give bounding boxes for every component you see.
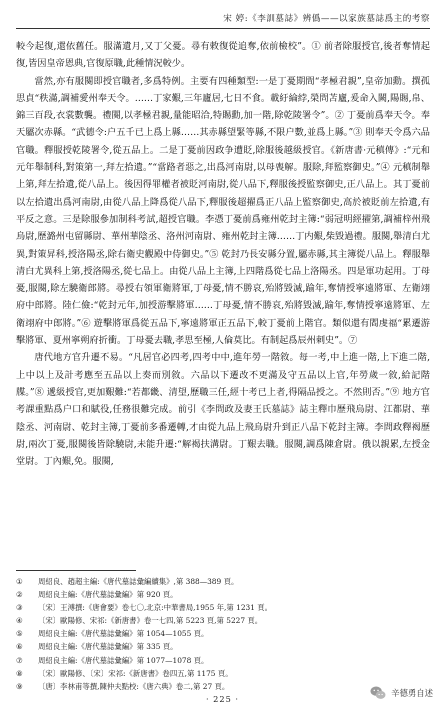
footnote-number: ⑧ — [16, 668, 23, 678]
footnote-number: ⑤ — [16, 629, 23, 639]
footnote — [16, 627, 430, 640]
header-rule — [16, 28, 430, 29]
footnote-number: ⑨ — [16, 681, 23, 691]
footnote — [16, 654, 430, 667]
footnote-number: ⑦ — [16, 655, 23, 665]
footnote-text: 周紹良主編:《唐代墓誌彙編》第 335 頁。 — [38, 642, 178, 652]
paragraph: 當然,亦有服闋即授官職者,多爲特例。主要有四種類型:一是丁憂期間“孝極君親”,皇帝加勳。撰孤思貞“秩滿,調補愛州奉天令。……丁家艱,三年廬居,七日不食。載紆綸綍,榮問苫廬,爰命入闕,陽賜,帛、錦三百段,衣裳數襲。禮闋,以孝極君親,量能昭洽,特賜勳,加一階,除乾陵署令”。② 丁憂前爲奉天令。奉天屬次赤縣。“武德令:户五千已上爲上縣……其赤縣望緊等縣,不限户數,並爲上縣。”③ 則奉天令爲六品官職。釋服授乾陵署令,從五品上。二是丁憂前因政争遭貶,除服後越級授官。《新唐書·元稹傳》:“元和元年舉制科,對策第一,拜左拾遺。”“當路者惡之,出爲河南尉,以母喪解。服除,拜監察御史。”④ 元稹制舉上第,拜左拾遺,從八品上。後因得罪權者被貶河南尉,從八品下,釋服後授監察御史,正八品上。其丁憂前以左拾遺出爲河南尉,由從八品上降爲從八品下,釋服後超擢爲正八品上監察御史,高於被貶前左拾遺,有平反之意。三是除服參加制科考試,超授官職。李憑丁憂前爲雍州乾封主簿:“弱冠明經擢第,調補梓州飛烏尉,歷潞州屯留縣尉、華州華陰丞、洛州河南尉、雍州乾封主簿……丁内艱,柴毀過禮。服闋,舉清白尤異,對策昇科,授洛陽丞,除右衛史觀殿中侍御史。”⑤ 乾封乃長安縣分置,屬赤縣,其主簿從八品上。釋服舉清白尤異科上第,授洛陽丞,從七品上。由從八品上主簿,上四階爲從七品上洛陽丞。四是軍功起用。丁母憂,服闋,除左驍衛郎將。尋授右領軍衛將軍,丁母憂,情不勝哀,殆將毀滅,踰年,奪情授寧遠將軍、左衛翊府中郎將。陸仁儉:“乾封元年,加授游擊將軍……丁母憂,情不勝哀,殆將毀滅,踰年,奪情授寧遠將軍、左衛翊府中郎將。”⑥ 遊擊將軍爲從五品下,寧遠將軍正五品下,較丁憂前上階官。類似還有閻虔福“累遷游擊將軍、夏州寧朔府折衝。丁母憂去職,孝思至極,人倫莫比。有制起爲辰州刺史”。⑦ — [16, 75, 430, 347]
watermark-text: 辛德勇自述 — [391, 688, 433, 698]
footnote-number: ④ — [16, 616, 23, 626]
footnote-text: 周紹良主編:《唐代墓誌彙編》第 920 頁。 — [38, 590, 178, 600]
footnote-text: 周紹良主編:《唐代墓誌彙編》第 1077—1078 頁。 — [38, 655, 209, 665]
footnote-number: ① — [16, 577, 23, 586]
paragraph: 較今起復,還依舊任。服滿遺月,又丁父憂。尋有敕復從追奪,依前檢校”。① 前者除服授官,後者奪情起復,皆因皇帝恩典,官復原職,此種情況較少。 — [16, 41, 430, 70]
footnote-number: ⑥ — [16, 642, 23, 652]
footnote — [16, 588, 430, 601]
paragraph: 唐代地方官升遷不易。“凡居官必四考,四考中中,進年勞一階敘。每一考,中上進一階,上下進二階,上中以上及計考應至五品以上奏而別敘。六品以下遷改不更滿及守五品以上官,年勞歲一敘,給記階牒。”⑧ 遞級授官,更加艱難:“若都畿、清望,歷職三任,經十考已上者,得隔品授之。不然則否。”⑨ 地方官考課重點爲户口和賦役,任務很難完成。前引《李問政及妻王氏墓誌》誌主釋巾歷飛烏尉、江都尉、華陰丞、河南尉、乾封主簿,丁憂前多番遷轉,才由從九品上飛烏尉升到正八品下乾封主簿。李問政釋褐歷尉,兩次丁憂,服闋後皆除驍尉,未能升遷:“解褐扶溝尉。丁艱去職。服闋,調爲陳倉尉。俄以親累,左授金堂尉。丁內艱,免。服闋, — [16, 352, 430, 468]
footnote — [16, 601, 430, 614]
footnote-text: 周紹良、趙超主編:《唐代墓誌彙編續集》,第 388—389 頁。 — [38, 577, 239, 586]
footnote-number: ③ — [16, 603, 23, 613]
footnote-text: 〔宋〕王溥撰:《唐會要》卷七〇,北京:中華書局,1955 年,第 1231 頁。 — [38, 603, 273, 613]
footnote — [16, 667, 430, 680]
footnote-text: 周紹良主編:《唐代墓誌彙編》第 1054—1055 頁。 — [38, 629, 209, 639]
footnote-number: ② — [16, 590, 23, 600]
watermark — [365, 682, 437, 704]
body-text — [16, 38, 430, 470]
footnote — [16, 575, 430, 588]
footnote — [16, 614, 430, 627]
footnote-rule — [16, 570, 136, 571]
footnote-text: 〔宋〕歐陽修、宋祁:《新唐書》卷一七四,第 5223 頁,第 5227 頁。 — [38, 616, 263, 626]
page-number: · 225 · — [205, 694, 240, 704]
footnote — [16, 640, 430, 653]
wechat-icon — [369, 684, 387, 702]
running-head: 宋 婷:《李訓墓誌》辨僞——以家族墓誌爲主的考察 — [223, 14, 430, 24]
footnotes — [16, 575, 430, 693]
footnote-text: 〔宋〕歐陽修、〔宋〕宋祁:《新唐書》卷四五,第 1175 頁。 — [38, 668, 233, 678]
footnote-text: 〔唐〕李林甫等撰,陳仲夫點校:《唐六典》卷二,第 27 頁。 — [38, 681, 230, 691]
